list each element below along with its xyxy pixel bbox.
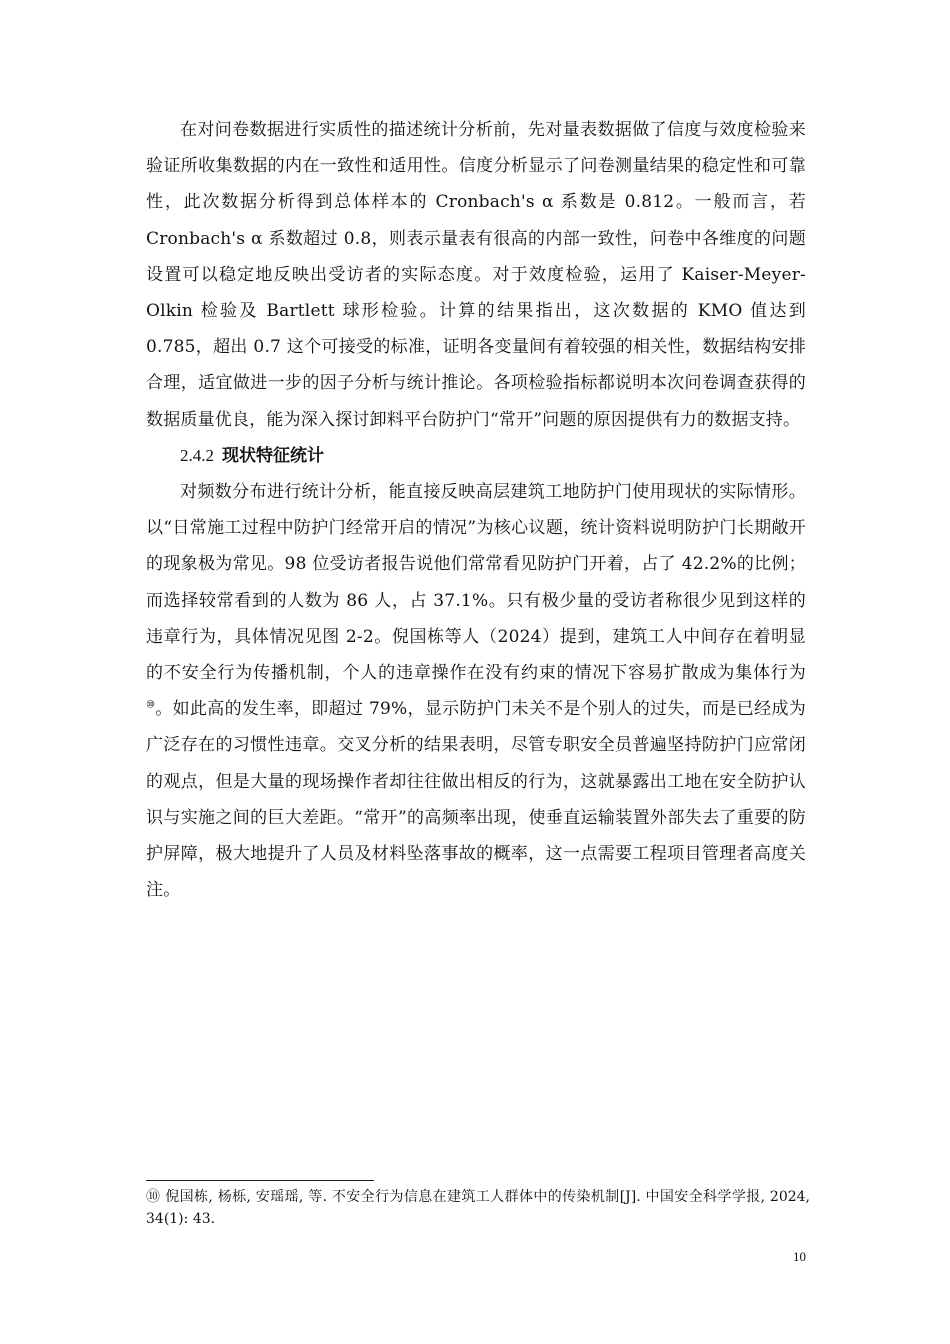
paragraph-status-statistics	[146, 474, 806, 908]
footnote-text: 倪国栋, 杨栎, 安瑶瑶, 等. 不安全行为信息在建筑工人群体中的传染机制[J]. 中国安全科学学报, 2024, 34(1): 43.	[146, 1189, 811, 1227]
footnote-reference[interactable]: ⑩	[146, 699, 156, 711]
footnote-separator	[146, 1180, 374, 1181]
body-text	[146, 112, 806, 908]
paragraph-text-after-ref: 。如此高的发生率，即超过 79%，显示防护门未关不是个别人的过失，而是已经成为广泛存在的习惯性违章。交叉分析的结果表明，尽管专职安全员普遍坚持防护门应常闭的观点，但是大量的现场操作者却往往做出相反的行为，这就暴露出工地在安全防护认识与实施之间的巨大差距。“常开”的高频率出现，使垂直运输装置外部失去了重要的防护屏障，极大地提升了人员及材料坠落事故的概率，这一点需要工程项目管理者高度关注。	[146, 699, 806, 901]
section-title: 现状特征统计	[222, 445, 324, 466]
section-number: 2.4.2	[180, 445, 214, 465]
paragraph-text-before-ref: 对频数分布进行统计分析，能直接反映高层建筑工地防护门使用现状的实际情形。以“日常施工过程中防护门经常开启的情况”为核心议题，统计资料说明防护门长期敞开的现象极为常见。98 位受访者报告说他们常常看见防护门开着，占了 42.2%的比例；而选择较常看到的人数为 86 人，占 37.1%。只有极少量的受访者称很少见到这样的违章行为，具体情况见图 2-2。倪国栋等人（2024）提到，建筑工人中间存在着明显的不安全行为传播机制，个人的违章操作在没有约束的情况下容易扩散成为集体行为	[146, 482, 806, 684]
footnote	[146, 1186, 810, 1230]
footnote-mark: ⑩	[146, 1189, 161, 1205]
paragraph-reliability-validity: 在对问卷数据进行实质性的描述统计分析前，先对量表数据做了信度与效度检验来验证所收集数据的内在一致性和适用性。信度分析显示了问卷测量结果的稳定性和可靠性，此次数据分析得到总体样本的 Cronbach's α 系数是 0.812。一般而言，若 Cronbach's α 系数超过 0.8，则表示量表有很高的内部一致性，问卷中各维度的问题设置可以稳定地反映出受访者的实际态度。对于效度检验，运用了 Kaiser-Meyer-Olkin 检验及 Bartlett 球形检验。计算的结果指出，这次数据的 KMO 值达到 0.785，超出 0.7 这个可接受的标准，证明各变量间有着较强的相关性，数据结构安排合理，适宜做进一步的因子分析与统计推论。各项检验指标都说明本次问卷调查获得的数据质量优良，能为深入探讨卸料平台防护门“常开”问题的原因提供有力的数据支持。	[146, 120, 806, 430]
page-number: 10	[793, 1249, 806, 1264]
section-heading	[146, 438, 806, 474]
